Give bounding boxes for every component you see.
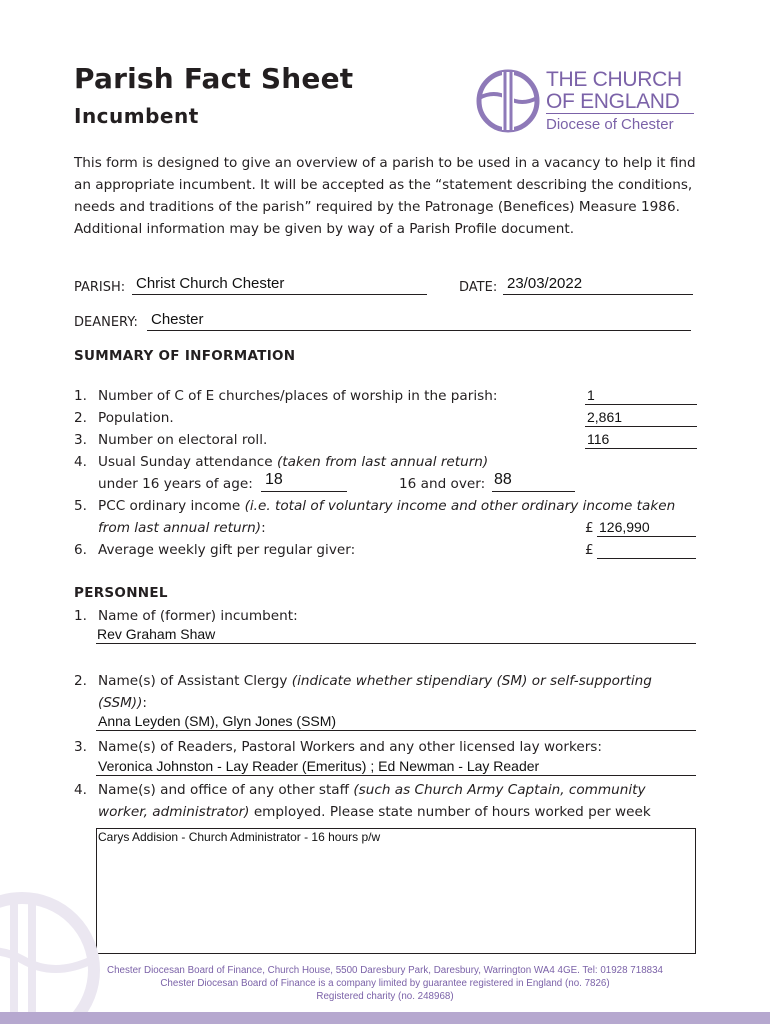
item-colon: :: [261, 520, 266, 536]
summary-heading: SUMMARY OF INFORMATION: [74, 348, 296, 364]
item-number: 1.: [74, 608, 87, 624]
date-field[interactable]: [503, 274, 693, 295]
incumbent-field[interactable]: [96, 626, 696, 644]
personnel-q3: [74, 736, 602, 758]
pcc-income-field[interactable]: [597, 519, 696, 537]
under16-field[interactable]: [261, 473, 347, 492]
pcc-income-value: 126,990: [599, 519, 650, 535]
item-number: 4.: [74, 454, 87, 470]
under16-label: under 16 years of age:: [98, 476, 253, 492]
footer-line-3: Registered charity (no. 248968): [316, 991, 454, 1002]
summary-item-4: [74, 451, 488, 473]
date-value: 23/03/2022: [507, 275, 583, 292]
population-value: 2,861: [587, 409, 623, 425]
logo-line-3: Diocese of Chester: [546, 116, 674, 133]
personnel-q1: [74, 605, 298, 627]
personnel-q4-cont: [98, 801, 651, 823]
bottom-color-bar: [0, 1012, 770, 1024]
item-label: Population.: [98, 410, 174, 426]
summary-item-5: [74, 495, 675, 517]
weekly-gift-field[interactable]: [597, 541, 696, 559]
item-label-italic: (taken from last annual return): [276, 454, 489, 470]
logo-line-1: THE CHURCH: [546, 68, 682, 91]
deanery-value: Chester: [151, 311, 204, 328]
personnel-heading: PERSONNEL: [74, 585, 168, 601]
page-title: Parish Fact Sheet: [74, 62, 354, 95]
deanery-field[interactable]: [147, 310, 691, 331]
item-label-italic: worker, administrator): [98, 804, 250, 820]
item-number: 3.: [74, 739, 87, 755]
parish-value: Christ Church Chester: [136, 275, 285, 292]
electoral-roll-value: 116: [587, 431, 610, 447]
item-number: 4.: [74, 782, 87, 798]
lay-workers-value: Veronica Johnston - Lay Reader (Emeritus) ; Ed Newman - Lay Reader: [98, 758, 540, 774]
lay-workers-field[interactable]: [96, 758, 696, 776]
parish-field[interactable]: [132, 274, 427, 295]
summary-item-3: [74, 429, 267, 451]
footer: [40, 964, 730, 1003]
item-label: Name(s) of Assistant Clergy: [98, 673, 288, 689]
item-label: employed. Please state number of hours worked per week: [253, 804, 651, 820]
item-number: 2.: [74, 673, 87, 689]
personnel-q2: [74, 670, 652, 692]
church-cross-logo-icon: [474, 68, 544, 134]
pcc-currency: £: [585, 520, 594, 536]
summary-item-1: [74, 385, 497, 407]
item-label: Number of C of E churches/places of worship in the parish:: [98, 388, 498, 404]
footer-line-1: Chester Diocesan Board of Finance, Church House, 5500 Daresbury Park, Daresbury, Warrington WA4 4GE. Tel: 01928 718834: [107, 965, 663, 976]
item-label-italic: (SSM)): [98, 695, 143, 711]
churches-field[interactable]: [585, 387, 697, 405]
deanery-label: DEANERY:: [74, 315, 138, 330]
item-label: PCC ordinary income: [98, 498, 241, 514]
item-label-italic: (i.e. total of voluntary income and other ordinary income taken: [244, 498, 676, 514]
personnel-q4: [74, 779, 646, 801]
churches-value: 1: [587, 387, 595, 403]
gift-currency: £: [585, 542, 594, 558]
personnel-q2-cont: [98, 692, 147, 714]
logo-divider: [546, 113, 694, 114]
over16-field[interactable]: [492, 473, 575, 492]
footer-line-2: Chester Diocesan Board of Finance is a company limited by guarantee registered in England (no. 7826): [160, 978, 610, 989]
population-field[interactable]: [585, 409, 697, 427]
item-label: Number on electoral roll.: [98, 432, 268, 448]
item-number: 5.: [74, 498, 87, 514]
other-staff-value: Carys Addision - Church Administrator - 16 hours p/w: [98, 830, 381, 844]
item-label-italic: (indicate whether stipendiary (SM) or self-supporting: [291, 673, 652, 689]
under16-value: 18: [265, 471, 283, 488]
summary-item-6: [74, 539, 355, 561]
item-number: 6.: [74, 542, 87, 558]
item-label: Name(s) and office of any other staff: [98, 782, 350, 798]
item-label: Usual Sunday attendance: [98, 454, 273, 470]
item-label: Average weekly gift per regular giver:: [98, 542, 356, 558]
summary-item-5-cont: [98, 517, 266, 539]
page-subtitle: Incumbent: [74, 104, 199, 128]
item-label: Name(s) of Readers, Pastoral Workers and any other licensed lay workers:: [98, 739, 602, 755]
over16-value: 88: [494, 471, 512, 488]
assistant-clergy-value: Anna Leyden (SM), Glyn Jones (SSM): [98, 713, 337, 729]
item-number: 2.: [74, 410, 87, 426]
item-number: 3.: [74, 432, 87, 448]
over16-label: 16 and over:: [399, 476, 486, 492]
item-colon: :: [142, 695, 148, 711]
logo-line-2: OF ENGLAND: [546, 90, 680, 113]
parish-label: PARISH:: [74, 280, 126, 295]
item-number: 1.: [74, 388, 87, 404]
item-label-italic: from last annual return): [98, 520, 262, 536]
item-label: Name of (former) incumbent:: [98, 608, 298, 624]
assistant-clergy-field[interactable]: [96, 713, 696, 731]
intro-paragraph: This form is designed to give an overview of a parish to be used in a vacancy to help it find an appropriate incumbent. It will be accepted as the “statement describing the conditions, needs and traditions of the parish” required by the Patronage (Benefices) Measure 1986. Additional information may be given by way of a Parish Profile document.: [74, 155, 696, 237]
date-label: DATE:: [459, 280, 498, 295]
summary-item-2: [74, 407, 174, 429]
item-label-italic: (such as Church Army Captain, community: [353, 782, 646, 798]
electoral-roll-field[interactable]: [585, 431, 697, 449]
other-staff-textarea[interactable]: [96, 828, 696, 954]
incumbent-value: Rev Graham Shaw: [97, 626, 216, 642]
